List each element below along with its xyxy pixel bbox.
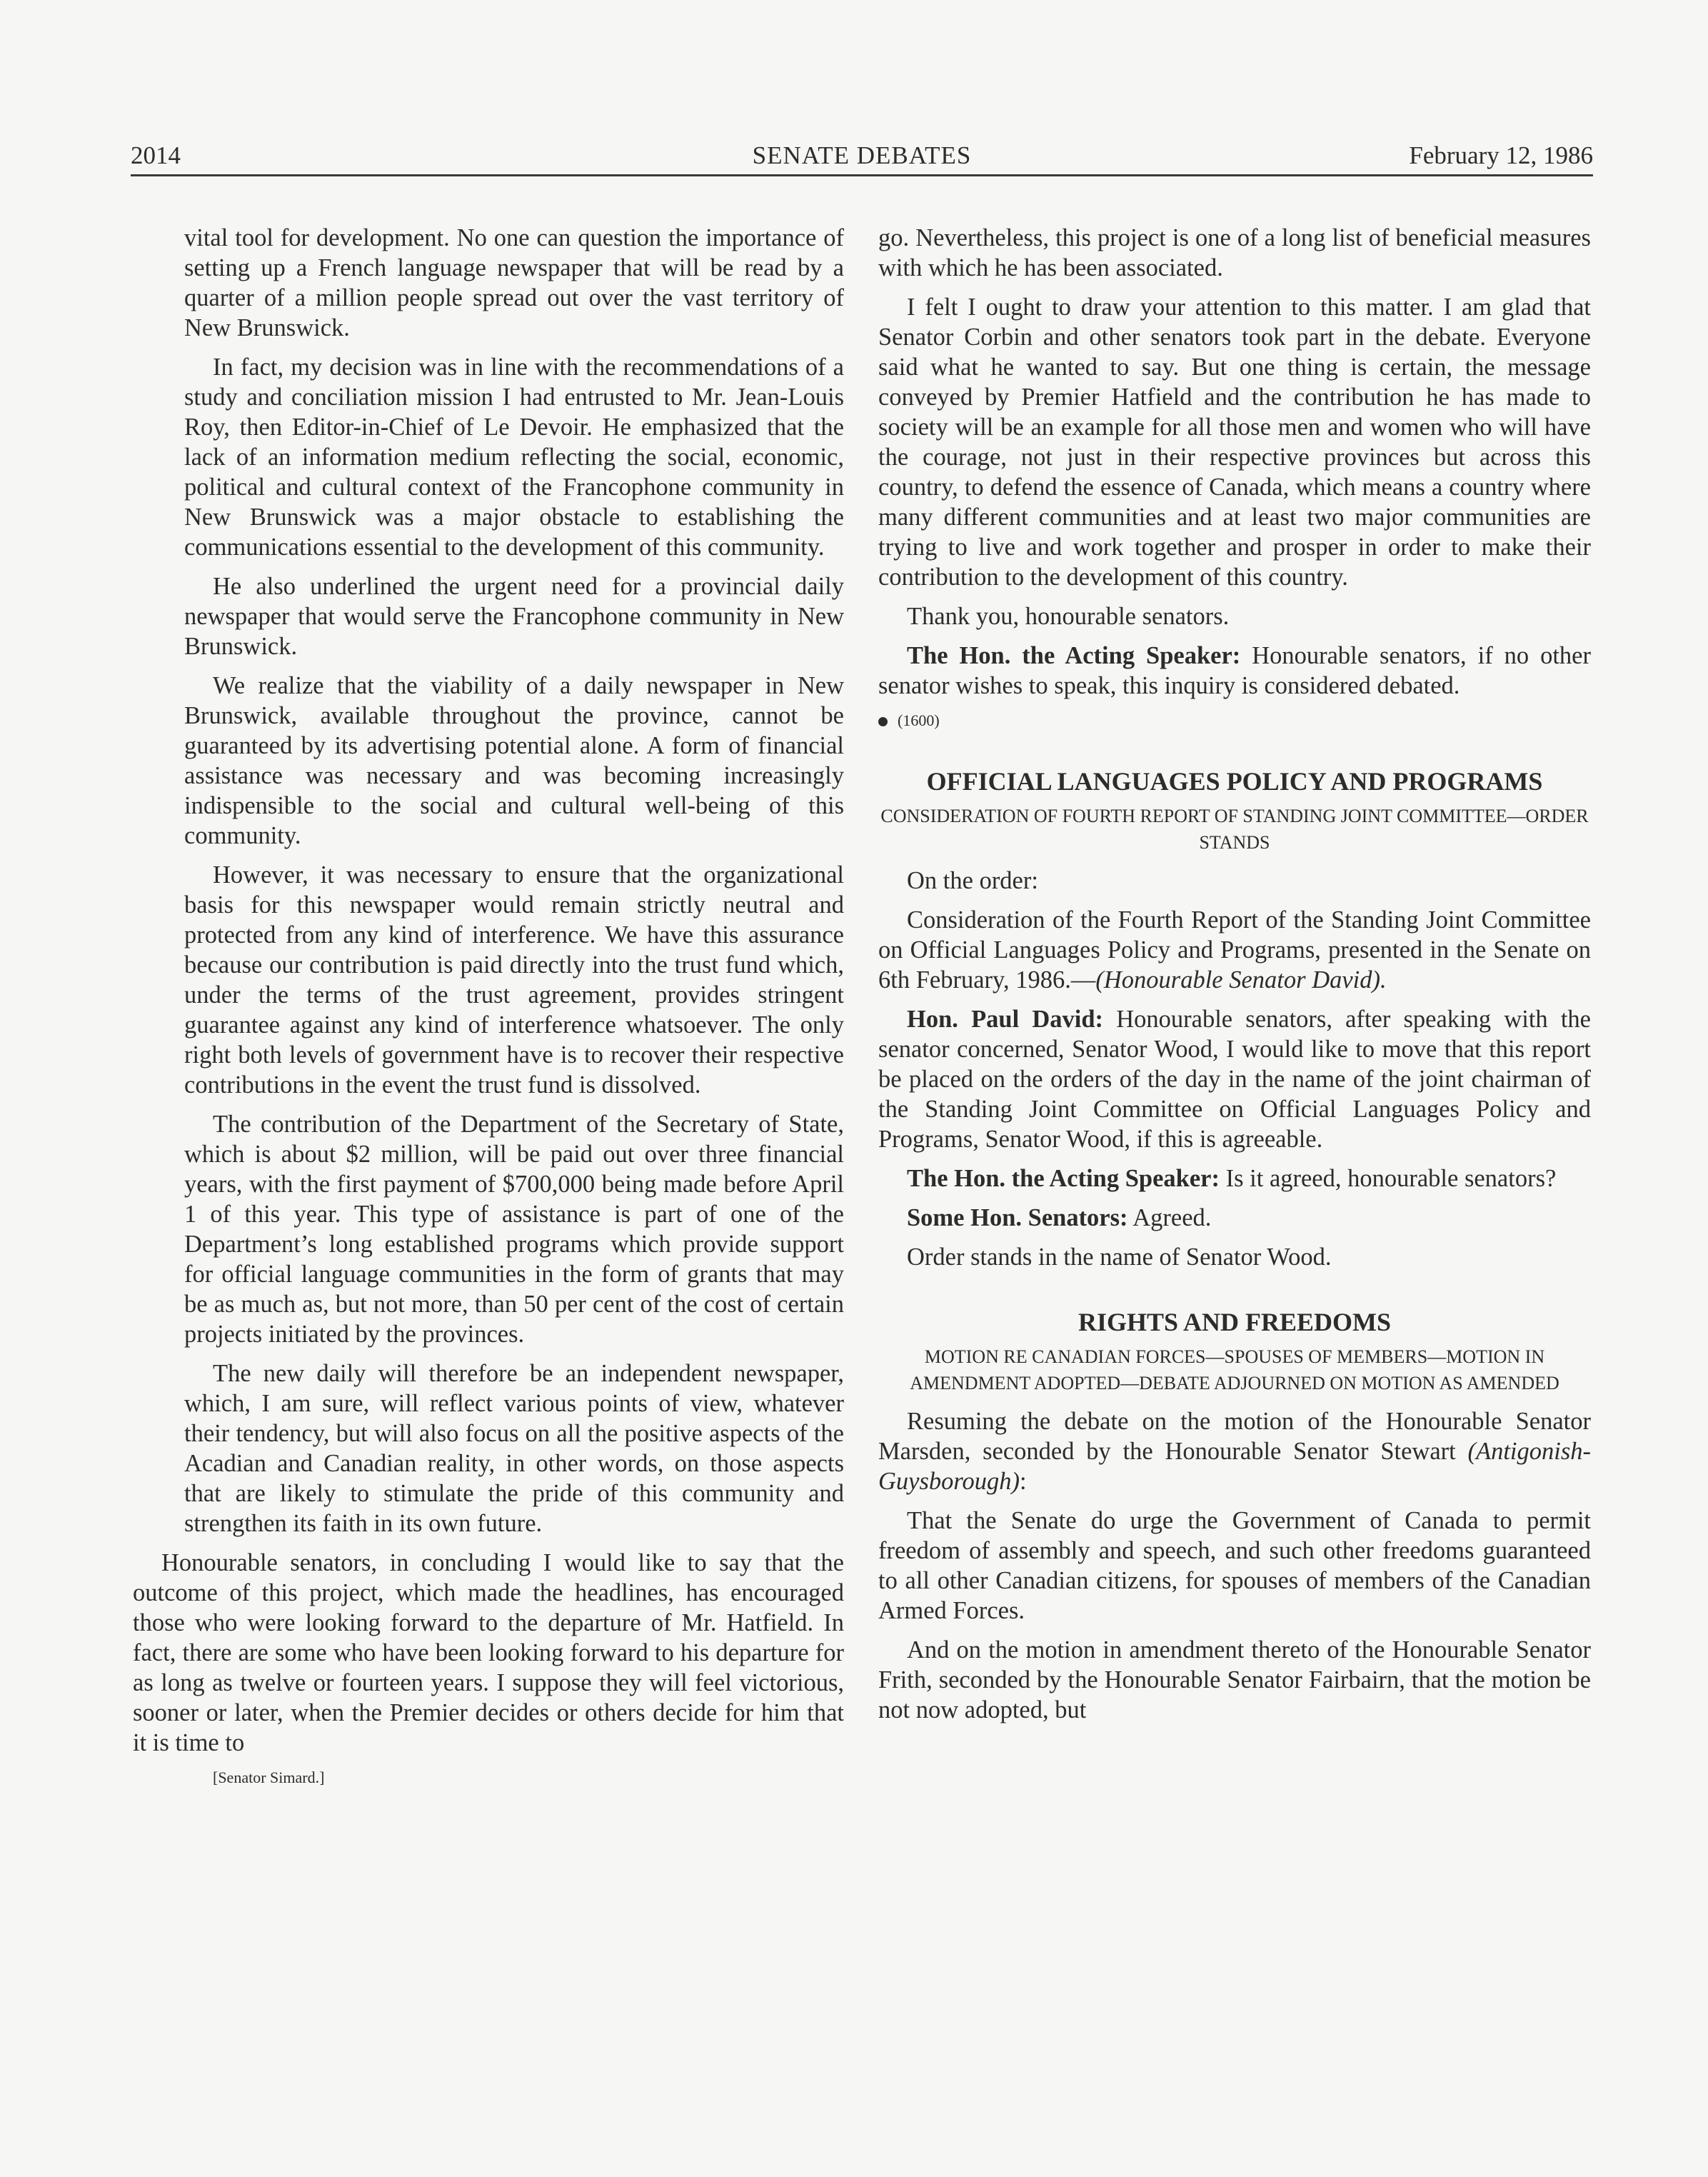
quote-attribution: (Honourable Senator David). bbox=[1095, 966, 1387, 994]
paragraph bbox=[878, 1203, 1591, 1233]
speaker-name: Some Hon. Senators: bbox=[907, 1204, 1128, 1231]
paragraph: Order stands in the name of Senator Wood. bbox=[907, 1243, 1332, 1271]
page-header bbox=[131, 137, 1593, 176]
paragraph bbox=[878, 641, 1591, 701]
section-heading: OFFICIAL LANGUAGES POLICY AND PROGRAMS bbox=[926, 767, 1543, 796]
speaker-name: The Hon. the Acting Speaker: bbox=[907, 1165, 1220, 1192]
paragraph: The contribution of the Department of the Secretary of State, which is about $2 million, will be paid out over three financial years, with the first payment of $700,000 being made before April 1 of this year. This type of assistance is part of one of the Department’s long established programs which provide support for official language communities in the form of grants that may be as much as, but not more, than 50 per cent of the cost of certain projects initiated by the provinces. bbox=[184, 1111, 844, 1348]
paragraph: In fact, my decision was in line with the recommendations of a study and conciliation mission I had entrusted to Mr. Jean-Louis Roy, then Editor-in-Chief of Le Devoir. He emphasized that the lack of an information medium reflecting the social, economic, political and cultural context of the Francophone community in New Brunswick was a major obstacle to establishing the communications essential to the development of this community. bbox=[184, 354, 844, 561]
speaker-name: Hon. Paul David: bbox=[907, 1006, 1104, 1033]
paragraph: Honourable senators, in concluding I would like to say that the outcome of this project, which made the headlines, has encouraged those who were looking forward to the departure of Mr. Hatfield. In fact, there are some who have been looking forward to his departure for as long as twelve or fourteen years. I suppose they will feel victorious, sooner or later, when the Premier decides or others decide for him that it is time to bbox=[133, 1549, 844, 1756]
paragraph: I felt I ought to draw your attention to this matter. I am glad that Senator Corbin and other senators took part in the debate. Everyone said what he wanted to say. But one thing is certain, the message conveyed by Premier Hatfield and the contribution he has made to society will be an example for all those men and women who will have the courage, not just in their respective provinces but across this country, to defend the essence of Canada, which means a country where many different communities and at least two major communities are trying to live and work together and prosper in order to make their contribution to the development of this country. bbox=[878, 294, 1591, 591]
punctuation: : bbox=[1020, 1468, 1027, 1495]
page-number: 2014 bbox=[131, 141, 181, 169]
paragraph bbox=[878, 1004, 1591, 1154]
senator-riding: (Antigonish-Guysborough) bbox=[878, 1438, 1591, 1495]
speaker-name: The Hon. the Acting Speaker: bbox=[907, 642, 1241, 669]
paragraph: Thank you, honourable senators. bbox=[907, 603, 1230, 630]
speech-text: Honourable senators, after speaking with the senator concerned, Senator Wood, I would like to move that this report be placed on the orders of the day in the name of the joint chairman of the Standing Joint Committee on Official Languages Policy and Programs, Senator Wood, if this is agreeable. bbox=[878, 1006, 1591, 1153]
bullet-icon bbox=[878, 717, 888, 726]
section-heading: RIGHTS AND FREEDOMS bbox=[1077, 1308, 1392, 1336]
paragraph bbox=[878, 1406, 1591, 1496]
paragraph: However, it was necessary to ensure that the organizational basis for this newspaper would remain strictly neutral and protected from any kind of interference. We have this assurance because our contribution is paid directly into the trust fund which, under the terms of the trust agreement, provides stringent guarantee against any kind of interference whatsoever. The only right both levels of government have is to recover their respective contributions in the event the trust fund is dissolved. bbox=[184, 861, 844, 1098]
speaker-footnote: [Senator Simard.] bbox=[213, 1768, 325, 1786]
section-subheading: CONSIDERATION OF FOURTH REPORT OF STANDING JOINT COMMITTEE—ORDER STANDS bbox=[880, 806, 1589, 853]
paragraph: go. Nevertheless, this project is one of a long list of beneficial measures with which he has been associated. bbox=[878, 224, 1591, 281]
amendment-text: And on the motion in amendment thereto of the Honourable Senator Frith, seconded by the Honourable Senator Fairbairn, that the motion be not now adopted, but bbox=[878, 1636, 1591, 1723]
quote-text: Consideration of the Fourth Report of the Standing Joint Committee on Official Languages Policy and Programs, presented in the Senate on 6th February, 1986.— bbox=[878, 906, 1591, 994]
speech-text: Agreed. bbox=[1127, 1204, 1212, 1231]
paragraph: The new daily will therefore be an independent newspaper, which, I am sure, will reflect various points of view, whatever their tendency, but will also focus on all the positive aspects of the Acadian and Canadian reality, in other words, on those aspects that are likely to stimulate the pride of this community and strengthen its faith in its own future. bbox=[184, 1360, 844, 1537]
paragraph: On the order: bbox=[907, 867, 1038, 894]
publication-title: SENATE DEBATES bbox=[752, 141, 972, 169]
right-column bbox=[878, 223, 1591, 1734]
speech-text: Is it agreed, honourable senators? bbox=[1219, 1165, 1557, 1192]
paragraph bbox=[878, 1163, 1591, 1193]
speech-text: Honourable senators, if no other senator wishes to speak, this inquiry is considered debated. bbox=[878, 642, 1591, 699]
time-label: (1600) bbox=[898, 711, 940, 729]
left-column bbox=[133, 223, 844, 1798]
paragraph: We realize that the viability of a daily newspaper in New Brunswick, available throughout the province, cannot be guaranteed by its advertising potential alone. A form of financial assistance was necessary and was becoming increasingly indispensible to the social and cultural well-being of this community. bbox=[184, 672, 844, 849]
paragraph: He also underlined the urgent need for a provincial daily newspaper that would serve the Francophone community in New Brunswick. bbox=[184, 573, 844, 660]
publication-date: February 12, 1986 bbox=[1409, 141, 1593, 169]
order-quote bbox=[878, 905, 1591, 995]
section-subheading: MOTION RE CANADIAN FORCES—SPOUSES OF MEMBERS—MOTION IN AMENDMENT ADOPTED—DEBATE ADJOURNED ON MOTION AS AMENDED bbox=[910, 1346, 1559, 1393]
paragraph: vital tool for development. No one can question the importance of setting up a French language newspaper that will be read by a quarter of a million people spread out over the vast territory of New Brunswick. bbox=[184, 224, 844, 341]
quote-text: Resuming the debate on the motion of the Honourable Senator Marsden, seconded by the Honourable Senator Stewart bbox=[878, 1408, 1591, 1465]
motion-text: That the Senate do urge the Government of Canada to permit freedom of assembly and speech, and such other freedoms guaranteed to all other Canadian citizens, for spouses of members of the Canadian Armed Forces. bbox=[878, 1507, 1591, 1624]
time-marker bbox=[878, 710, 1591, 731]
